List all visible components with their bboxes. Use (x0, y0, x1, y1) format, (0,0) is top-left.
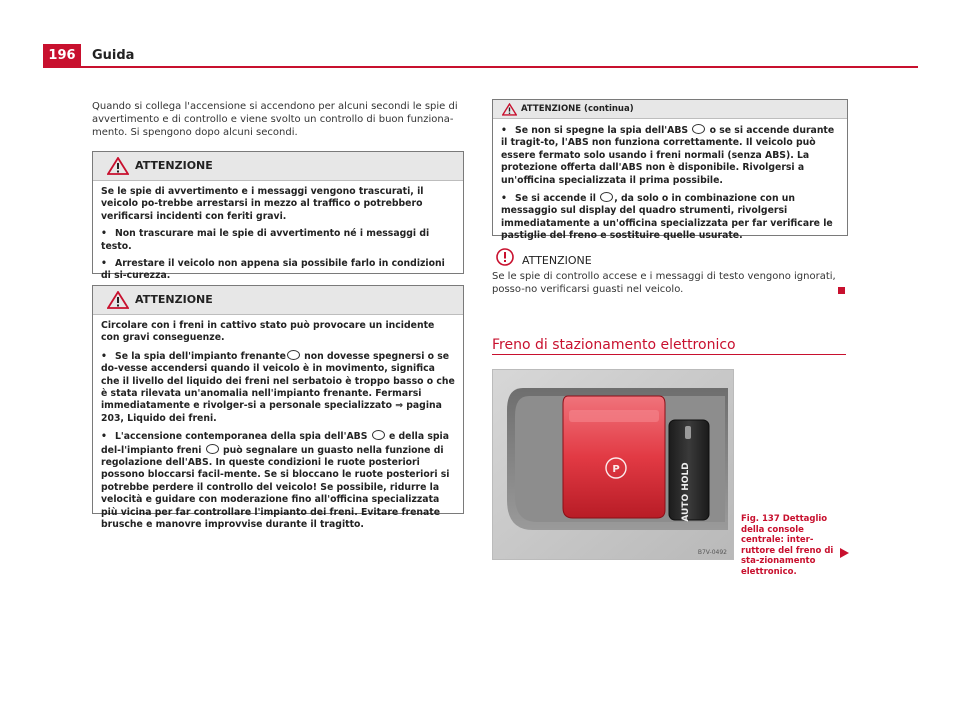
warning-box-2 (92, 285, 464, 531)
brake-warning-icon (287, 350, 300, 360)
bullet-text: L'accensione contemporanea della spia dell'ABS (115, 431, 368, 443)
bullet-text: o se si accende durante il tragit-to, l'ABS non funziona correttamente. Il veicolo può essere fermato solo usando i freni normali (senza ABS). La protezione offerta dall'ABS non è disponibile. Rivolgersi a un'officina specializzata il prima possibile. (501, 125, 835, 186)
figure-ref-code: B7V-0492 (697, 549, 727, 556)
warning-triangle-icon (107, 157, 129, 175)
warning-bullet (101, 430, 455, 531)
warning-bullet (101, 350, 455, 425)
bullet-text: Se si accende il (515, 193, 596, 205)
brake-pad-icon (600, 192, 613, 202)
warning-bullet (101, 258, 455, 283)
bullet-icon: • (101, 350, 107, 362)
svg-text:P: P (612, 464, 620, 475)
abs-warning-icon (692, 124, 705, 134)
warning-body (93, 181, 463, 292)
warning-box-continued (492, 99, 848, 242)
warning-title: ATTENZIONE (continua) (521, 104, 634, 114)
warning-bullet (501, 192, 839, 243)
bullet-icon: • (101, 431, 107, 443)
bullet-text: non dovesse spegnersi o se do-vesse accendersi quando il veicolo è in movimento, significa che il livello del liquido dei freni nel serbatoio è troppo basso o che è stata rilevata un'anomalia nell'impianto frenante. Fermarsi immediatamente e rivolger-si a personale specializzato ⇒ pagina 203, Liquido dei freni. (101, 350, 455, 424)
warning-bullet (501, 124, 839, 187)
warning-paragraph: Se le spie di avvertimento e i messaggi vengono trascurati, il veicolo po-trebbe arrestarsi in mezzo al traffico o potrebbero verificarsi incidenti con feriti gravi. (101, 186, 424, 222)
bullet-text: Non trascurare mai le spie di avvertimento né i messaggi di testo. (101, 228, 430, 252)
bullet-text: può segnalare un guasto nella funzione di regolazione dell'ABS. In queste condizioni le ruote posteriori possono bloccarsi facil-mente. Se si bloccano le ruote posteriori si potrebbe perdere il controllo del veicolo! Se possibile, ridurre la velocità e guidare con moderazione fino all'officina specializzata più vicina per far controllare l'impianto dei freni. Evitare frenate brusche e manovre improvvise durante il tragitto. (101, 444, 450, 531)
figure-caption: Fig. 137 Dettaglio della console centrale: inter-ruttore del freno di sta-zionamento elettronico. (741, 514, 834, 577)
bullet-text: Se la spia dell'impianto frenante (115, 350, 286, 362)
warning-header (93, 286, 463, 315)
note-title: ATTENZIONE (522, 254, 592, 267)
abs-warning-icon (372, 430, 385, 440)
bullet-icon: • (501, 125, 507, 136)
warning-triangle-icon (502, 103, 517, 116)
note-text: Se le spie di controllo accese e i messaggi di testo vengono ignorati, posso-no verificarsi guasti nel veicolo. (492, 271, 836, 295)
warning-body (93, 315, 463, 541)
bullet-icon: • (101, 258, 107, 270)
warning-header (493, 100, 847, 119)
bullet-icon: • (501, 193, 507, 205)
warning-title: ATTENZIONE (135, 159, 213, 172)
warning-header (93, 152, 463, 181)
section-rule (492, 354, 846, 355)
end-of-section-marker (838, 287, 845, 294)
bullet-text: Se non si spegne la spia dell'ABS (515, 125, 689, 136)
warning-box-1 (92, 151, 464, 282)
warning-bullet (101, 228, 455, 253)
intro-paragraph: Quando si collega l'accensione si accendono per alcuni secondi le spie di avvertimento e di controllo e viene svolto un controllo di buon funziona-mento. Si spengono dopo alcuni secondi. (92, 101, 458, 138)
chapter-title: Guida (92, 48, 135, 63)
parking-brake-illustration (493, 370, 733, 559)
bullet-text: Arrestare il veicolo non appena sia possibile farlo in condizioni di si-curezza. (101, 258, 445, 282)
bullet-icon: • (101, 228, 107, 240)
warning-triangle-icon (107, 291, 129, 309)
header-rule (43, 66, 918, 68)
brake-warning-icon (206, 444, 219, 454)
attention-circle-icon (496, 248, 514, 266)
auto-hold-label: AUTO HOLD (681, 462, 691, 522)
figure-image (492, 369, 734, 560)
warning-title: ATTENZIONE (135, 293, 213, 306)
bullet-text: , da solo o in combinazione con un messaggio sul display del quadro strumenti, rivolgersi immediatamente a un'officina specializzata per far verificare le pastiglie del freno e sostituire quelle usurate. (501, 193, 833, 242)
section-title: Freno di stazionamento elettronico (492, 337, 736, 353)
continue-arrow-icon (840, 548, 849, 558)
warning-body (493, 119, 847, 252)
page-number: 196 (43, 44, 81, 67)
warning-paragraph: Circolare con i freni in cattivo stato può provocare un incidente con gravi conseguenze. (101, 320, 435, 344)
bullet-text: e della spia del-l'impianto freni (101, 431, 449, 456)
